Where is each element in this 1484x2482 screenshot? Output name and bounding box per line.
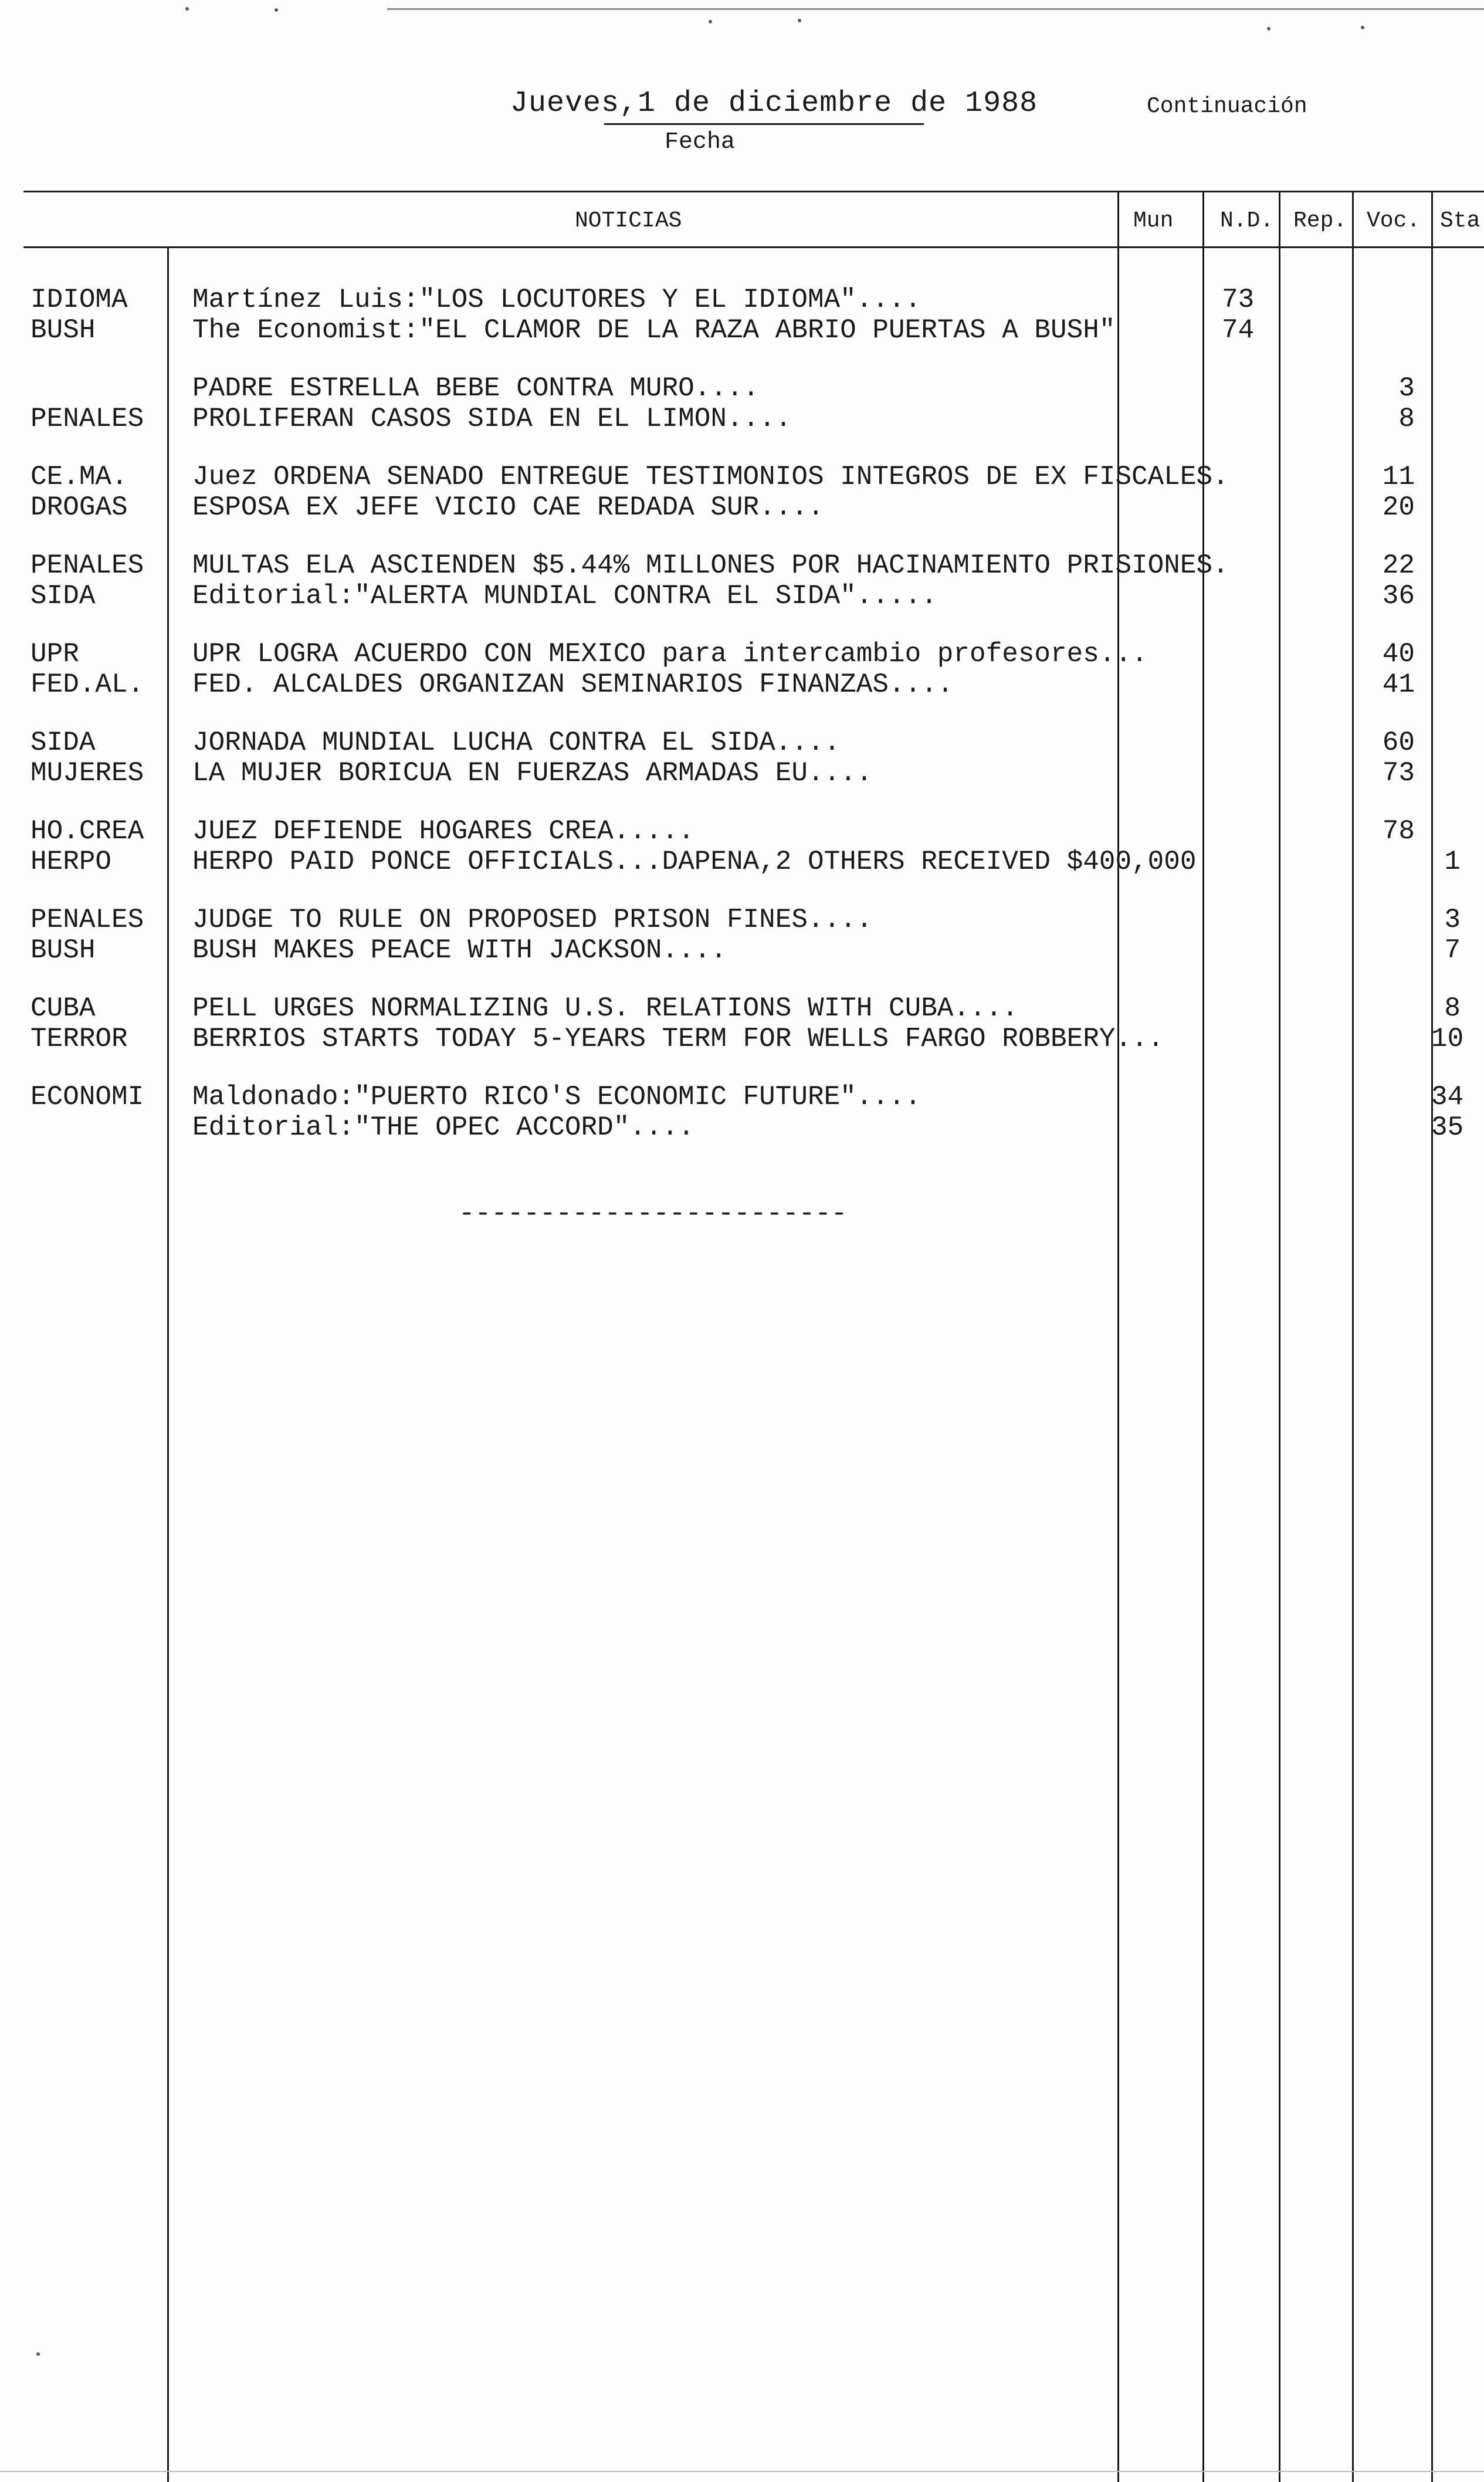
entry-topic: PENALES <box>31 404 144 434</box>
column-divider-mun <box>1117 191 1119 2482</box>
entry-nd-number: 73 <box>1222 285 1255 315</box>
entry-title: JUDGE TO RULE ON PROPOSED PRISON FINES.... <box>192 905 873 935</box>
column-header-rep: Rep. <box>1293 208 1347 233</box>
entry-title: MULTAS ELA ASCIENDEN $5.44% MILLONES POR HACINAMIENTO PRISIONES. <box>192 550 1229 581</box>
entry-title: The Economist:"EL CLAMOR DE LA RAZA ABRIO PUERTAS A BUSH" <box>192 315 1116 346</box>
column-header-noticias: NOTICIAS <box>575 208 682 233</box>
entry-voc-number: 3 <box>1398 373 1415 404</box>
entry-title: PELL URGES NORMALIZING U.S. RELATIONS WITH CUBA.... <box>192 993 1018 1024</box>
entry-sta-number: 1 <box>1444 846 1461 877</box>
entry-title: Maldonado:"PUERTO RICO'S ECONOMIC FUTURE".... <box>192 1082 921 1112</box>
scan-speck <box>1267 27 1270 31</box>
table-header-border <box>23 246 1484 248</box>
column-header-sta: Sta <box>1440 208 1480 233</box>
continuation-label: Continuación <box>1147 94 1307 119</box>
entry-title: JUEZ DEFIENDE HOGARES CREA..... <box>192 816 694 846</box>
entry-title: UPR LOGRA ACUERDO CON MEXICO para intercambio profesores... <box>192 639 1148 669</box>
column-header-voc: Voc. <box>1367 208 1421 233</box>
entry-sta-number: 34 <box>1431 1082 1464 1112</box>
table-top-border <box>23 191 1484 192</box>
entry-topic: IDIOMA <box>31 285 128 315</box>
top-edge-line <box>387 8 1484 10</box>
document-date: Jueves,1 de diciembre de 1988 <box>510 87 1038 120</box>
entry-topic: UPR <box>31 639 79 669</box>
entry-topic: HERPO <box>31 846 112 877</box>
entry-voc-number: 78 <box>1382 816 1415 846</box>
scan-speck <box>1361 26 1364 29</box>
entry-voc-number: 41 <box>1382 669 1415 700</box>
entry-title: Martínez Luis:"LOS LOCUTORES Y EL IDIOMA".... <box>192 285 921 315</box>
entry-topic: FED.AL. <box>31 669 144 700</box>
end-of-list-rule: ------------------------ <box>459 1198 848 1229</box>
entry-voc-number: 60 <box>1382 727 1415 758</box>
entry-topic: HO.CREA <box>31 816 144 846</box>
column-divider-sta <box>1431 191 1433 2482</box>
entry-topic: MUJERES <box>31 758 144 788</box>
entry-voc-number: 40 <box>1382 639 1415 669</box>
entry-topic: ECONOMI <box>31 1082 144 1112</box>
entry-title: Editorial:"ALERTA MUNDIAL CONTRA EL SIDA"..... <box>192 581 937 611</box>
entry-voc-number: 36 <box>1382 581 1415 611</box>
entry-topic: DROGAS <box>31 492 128 523</box>
date-caption: Fecha <box>665 129 736 155</box>
entry-topic: CUBA <box>31 993 96 1024</box>
entry-title: PROLIFERAN CASOS SIDA EN EL LIMON.... <box>192 404 792 434</box>
entry-title: Editorial:"THE OPEC ACCORD".... <box>192 1112 694 1143</box>
entry-sta-number: 35 <box>1431 1112 1464 1143</box>
column-divider-rep <box>1279 191 1280 2482</box>
scan-speck <box>275 8 278 12</box>
entry-title: JORNADA MUNDIAL LUCHA CONTRA EL SIDA.... <box>192 727 841 758</box>
entry-title: LA MUJER BORICUA EN FUERZAS ARMADAS EU.... <box>192 758 873 788</box>
entry-title: FED. ALCALDES ORGANIZAN SEMINARIOS FINANZAS.... <box>192 669 954 700</box>
date-underline <box>604 123 924 125</box>
entry-voc-number: 20 <box>1382 492 1415 523</box>
entry-title: PADRE ESTRELLA BEBE CONTRA MURO.... <box>192 373 760 404</box>
entry-title: BUSH MAKES PEACE WITH JACKSON.... <box>192 935 727 966</box>
entry-title: HERPO PAID PONCE OFFICIALS...DAPENA,2 OTHERS RECEIVED $400,000 <box>192 846 1197 877</box>
column-header-mun: Mun <box>1133 208 1174 233</box>
entry-voc-number: 8 <box>1398 404 1415 434</box>
bottom-edge-line <box>0 2471 1484 2472</box>
entry-topic: SIDA <box>31 581 96 611</box>
scan-speck <box>36 2352 40 2356</box>
scan-speck <box>709 20 712 23</box>
entry-topic: TERROR <box>31 1024 128 1054</box>
entry-topic: SIDA <box>31 727 96 758</box>
entry-voc-number: 22 <box>1382 550 1415 581</box>
entry-topic: PENALES <box>31 550 144 581</box>
scan-speck <box>798 19 801 22</box>
scan-speck <box>185 7 189 11</box>
column-divider-nd <box>1202 191 1204 2482</box>
entry-nd-number: 74 <box>1222 315 1255 346</box>
column-divider-voc <box>1352 191 1354 2482</box>
entry-sta-number: 7 <box>1444 935 1461 966</box>
entry-title: BERRIOS STARTS TODAY 5-YEARS TERM FOR WELLS FARGO ROBBERY... <box>192 1024 1164 1054</box>
entry-topic: BUSH <box>31 315 96 346</box>
entry-topic: BUSH <box>31 935 96 966</box>
entry-sta-number: 8 <box>1444 993 1461 1024</box>
entry-topic: PENALES <box>31 905 144 935</box>
entry-voc-number: 11 <box>1382 462 1415 492</box>
entry-title: ESPOSA EX JEFE VICIO CAE REDADA SUR.... <box>192 492 824 523</box>
entry-sta-number: 3 <box>1444 905 1461 935</box>
entry-topic: CE.MA. <box>31 462 128 492</box>
column-header-nd: N.D. <box>1220 208 1274 233</box>
entry-title: Juez ORDENA SENADO ENTREGUE TESTIMONIOS INTEGROS DE EX FISCALES. <box>192 462 1229 492</box>
column-divider-topic <box>167 246 169 2482</box>
entry-voc-number: 73 <box>1382 758 1415 788</box>
entry-sta-number: 10 <box>1431 1024 1464 1054</box>
